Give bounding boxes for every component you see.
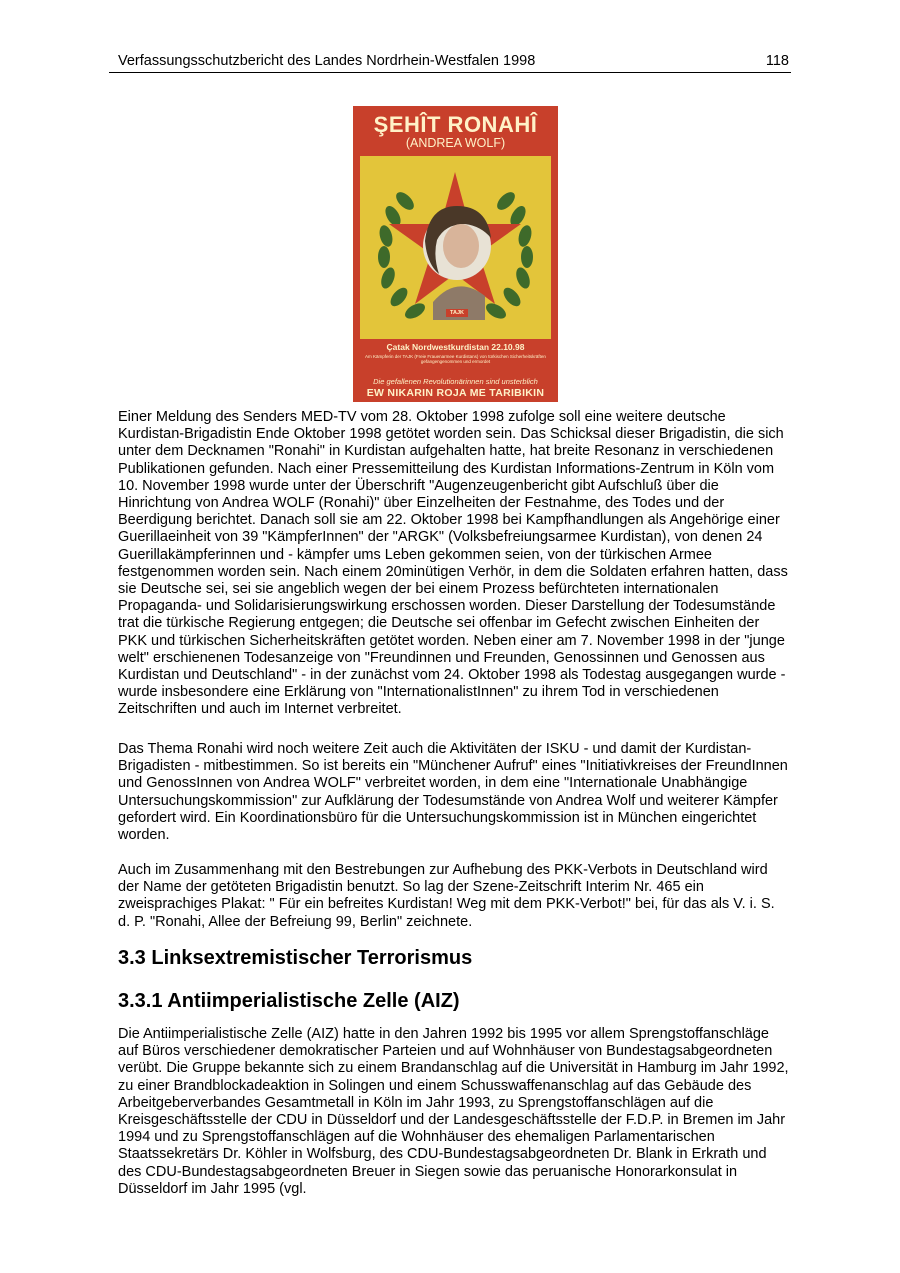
poster-small-text: Am Kämpferin der TAJK (Freie Frauenarmee Kurdistans) von türkischen Sicherheitskräften gefangengenommen und ermordet xyxy=(365,354,546,364)
header-title: Verfassungsschutzbericht des Landes Nordrhein-Westfalen 1998 xyxy=(118,53,536,69)
poster-subtitle: (ANDREA WOLF) xyxy=(405,136,506,150)
poster-caption: Çatak Nordwestkurdistan 22.10.98 xyxy=(386,342,525,352)
poster-title: ŞEHÎT RONAHÎ xyxy=(373,112,538,137)
poster-image xyxy=(353,106,558,402)
section-heading-3-3-1: 3.3.1 Antiimperialistische Zelle (AIZ) xyxy=(118,990,460,1012)
paragraph-4: Die Antiimperialistische Zelle (AIZ) hatte in den Jahren 1992 bis 1995 vor allem Sprengstoffanschläge auf Büros verschiedener demokratischer Parteien und auf Wohnhäuser von Bundestagsabgeordneten verübt. Die Gruppe bekannte sich zu einem Brandanschlag auf die Universität in Hamburg im Jahr 1992, zu einer Brandblockadeaktion in Solingen und einem Schusswaffenanschlag auf das Gebäude des Arbeitgeberverbandes Gesamtmetall in Köln im Jahr 1993, zu Sprengstoffanschlägen auf die Kreisgeschäftsstelle der CDU in Düsseldorf und der Landesgeschäftsstelle der F.D.P. in Bremen im Jahr 1994 und zu Sprengstoffanschlägen auf die Wohnhäuser des ehemaligen Parlamentarischen Staatssekretärs Dr. Köhler in Wolfsburg, des CDU-Bundestagsabgeordneten Dr. Blank in Erkrath und des CDU-Bundestagsabgeordneten Breuer in Siegen sowie das peruanische Honorarkonsulat in Düsseldorf im Jahr 1995 (vgl. xyxy=(118,1026,789,1197)
page-header xyxy=(109,52,791,73)
poster-bottom-line-2: EW NIKARIN ROJA ME TARIBIKIN xyxy=(366,387,545,399)
paragraph-3: Auch im Zusammenhang mit den Bestrebungen zur Aufhebung des PKK-Verbots in Deutschland wird der Name der getöteten Brigadistin benutzt. So lag der Szene-Zeitschrift Interim Nr. 465 ein zweisprachiges Plakat: " Für ein befreites Kurdistan! Weg mit dem PKK-Verbot!" bei, für das als V. i. S. d. P. "Ronahi, Allee der Befreiung 99, Berlin" zeichnete. xyxy=(118,862,775,930)
page-number: 118 xyxy=(765,53,789,69)
poster-bottom-line-1: Die gefallenen Revolutionärinnen sind unsterblich xyxy=(373,377,538,386)
poster-badge: TAJK xyxy=(450,310,464,316)
paragraph-1: Einer Meldung des Senders MED-TV vom 28. Oktober 1998 zufolge soll eine weitere deutsche Kurdistan-Brigadistin Ende Oktober 1998 getötet worden sein. Das Schicksal dieser Brigadistin, die sich unter dem Decknamen "Ronahi" in Kurdistan aufgehalten hatte, hat breite Resonanz in verschiedenen Publikationen gefunden. Nach einer Pressemitteilung des Kurdistan Informations-Zentrum in Köln vom 10. November 1998 wurde unter der Überschrift "Augenzeugenbericht gibt Aufschluß über die Hinrichtung von Andrea WOLF (Ronahi)" über Einzelheiten der Festnahme, des Todes und der Beerdigung berichtet. Danach soll sie am 22. Oktober 1998 bei Kampfhandlungen als Angehörige einer Guerillaeinheit von 39 "KämpferInnen" der "ARGK" (Volksbefreiungsarmee Kurdistan), von denen 24 Guerillakämpferinnen und - kämpfer ums Leben gekommen seien, von der türkischen Armee festgenommen worden sein. Nach einem 20minütigen Verhör, in dem die Soldaten erfahren hatten, dass sie Deutsche sei, sei sie angeblich wegen der bei einem Prozess befürchteten internationalen Propaganda- und Solidarisierungswirkung erschossen worden. Dieser Darstellung der Todesumstände trat die türkische Regierung entgegen; die Deutsche sei offenbar im Gefecht zwischen Einheiten der PKK und türkischen Sicherheitskräften getötet worden. Neben einer am 7. November 1998 in der "junge welt" erschienenen Todesanzeige von "Freundinnen und Freunden, Genossinnen und Genossen aus Kurdistan und Deutschland" - in der zunächst vom 24. Oktober 1998 als Todestag ausgegangen wurde - wurde insbesondere eine Erklärung von "InternationalistInnen" zu ihrem Tod in verschiedenen Zeitschriften und auch im Internet verbreitet. xyxy=(118,409,788,718)
section-heading-3-3: 3.3 Linksextremistischer Terrorismus xyxy=(118,947,473,969)
paragraph-2: Das Thema Ronahi wird noch weitere Zeit auch die Aktivitäten der ISKU - und damit der Kurdistan-Brigadisten - mitbestimmen. So ist bereits ein "Münchener Aufruf" eines "Initiativkreises der FreundInnen und GenossInnen von Andrea WOLF" verbreitet worden, in dem eine "Internationale Unabhängige Untersuchungskommission" zur Aufklärung der Todesumstände von Andrea Wolf und weiterer Kämpfer gefordert wird. Ein Koordinationsbüro für die Untersuchungskommission ist in München eingerichtet worden. xyxy=(118,741,788,844)
